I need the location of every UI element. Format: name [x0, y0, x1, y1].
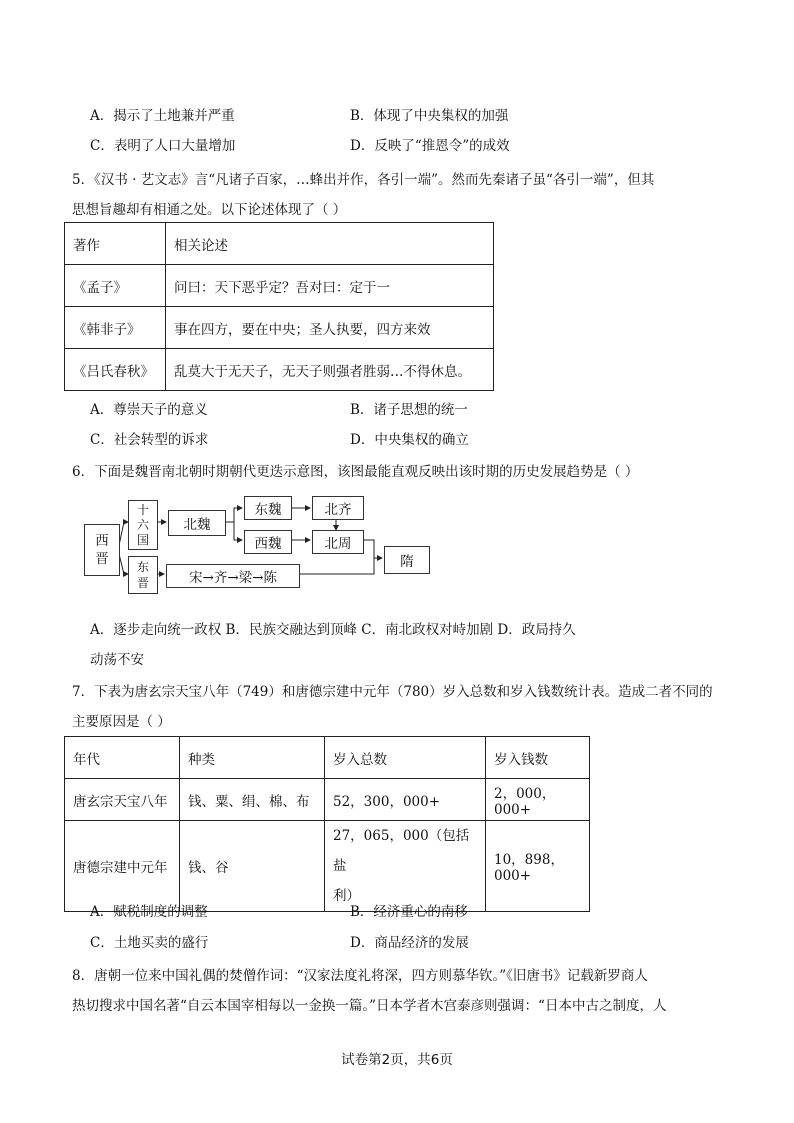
box-dongwei: 东魏	[244, 496, 292, 520]
q5-table-cell: 事在四方，要在中央；圣人执要，四方来效	[166, 307, 494, 349]
q4-option-a: A．揭示了土地兼并严重	[90, 108, 235, 124]
q6-options-line2: 动荡不安	[90, 652, 144, 668]
q5-option-a: A．尊崇天子的意义	[90, 402, 208, 418]
q7-table-cell: 钱、粟、绢、棉、布	[180, 779, 325, 821]
q7-table-cell: 唐德宗建中元年	[65, 821, 180, 912]
q4-option-c: C．表明了人口大量增加	[90, 138, 236, 154]
q5-table-header-content: 相关论述	[166, 223, 494, 265]
page-footer: 试卷第2页，共6页	[341, 1052, 453, 1068]
q5-table-header-work: 著作	[65, 223, 166, 265]
dynasty-diagram	[84, 494, 434, 598]
q5-option-b: B．诸子思想的统一	[350, 402, 468, 418]
q7-table-cell: 52，300，000+	[325, 779, 486, 821]
q7-stem-line2: 主要原因是（ ）	[72, 714, 171, 730]
q7-table-cell	[325, 821, 486, 912]
q7-option-c: C．土地买卖的盛行	[90, 935, 209, 951]
q7-total-line2: 利）	[333, 888, 360, 904]
q6-options-line1: A．逐步走向统一政权 B．民族交融达到顶峰 C．南北政权对峙加剧 D．政局持久	[90, 622, 576, 638]
q5-table-cell: 乱莫大于无天子，无天子则强者胜弱…不得休息。	[166, 349, 494, 391]
q4-option-d: D．反映了“推恩令”的成效	[350, 138, 510, 154]
q5-table-cell: 《孟子》	[65, 265, 166, 307]
box-beizhou: 北周	[312, 530, 364, 554]
q7-table-header: 年代	[65, 737, 180, 779]
q7-table-cell: 2，000，000+	[486, 779, 590, 821]
q7-table	[64, 736, 590, 912]
q7-total-line1: 27，065，000（包括盐	[333, 828, 470, 874]
q5-table-cell: 《韩非子》	[65, 307, 166, 349]
q4-option-b: B．体现了中央集权的加强	[350, 108, 509, 124]
q5-stem-line2: 思想旨趣却有相通之处。以下论述体现了（ ）	[72, 202, 347, 218]
q8-line2: 热切搜求中国名著“自云本国宰相每以一金换一篇。”日本学者木宫泰彦则强调：“日本中古之制度，人	[72, 998, 667, 1014]
q8-line1: 8．唐朝一位来中国礼偶的焚僧作词：“汉家法度礼将深，四方则慕华钦。”《旧唐书》记载新罗商人	[72, 968, 648, 984]
q5-option-c: C．社会转型的诉求	[90, 432, 209, 448]
box-xijin: 西 晋	[84, 524, 120, 576]
q6-stem: 6．下面是魏晋南北朝时期朝代更迭示意图，该图最能直观反映出该时期的历史发展趋势是（ ）	[72, 464, 639, 480]
q7-table-cell: 唐玄宗天宝八年	[65, 779, 180, 821]
q7-option-b: B．经济重心的南移	[350, 904, 468, 920]
q7-table-cell: 钱、谷	[180, 821, 325, 912]
box-sui: 隋	[384, 546, 430, 574]
q7-stem-line1: 7．下表为唐玄宗天宝八年（749）和唐德宗建中元年（780）岁入总数和岁入钱数统计表。造成二者不同的	[72, 684, 713, 700]
q5-stem-line1: 5．《汉书 · 艺文志》言“凡诸子百家，…蜂出并作，各引一端”。然而先秦诸子虽“各引一端”，但其	[72, 172, 655, 188]
q7-option-a: A．赋税制度的调整	[90, 904, 208, 920]
box-shiliuguo: 十 六 国	[128, 500, 158, 550]
box-beiqi: 北齐	[312, 496, 364, 520]
box-beiwei: 北魏	[168, 510, 226, 536]
q7-table-cell: 10，898，000+	[486, 821, 590, 912]
box-xiwei: 西魏	[244, 530, 292, 554]
box-southern-dynasties: 宋→齐→梁→陈	[166, 564, 300, 588]
q7-table-header: 种类	[180, 737, 325, 779]
q5-table-cell: 《吕氏春秋》	[65, 349, 166, 391]
q5-table-cell: 问曰：天下恶乎定？吾对曰：定于一	[166, 265, 494, 307]
q5-option-d: D．中央集权的确立	[350, 432, 469, 448]
q7-option-d: D．商品经济的发展	[350, 935, 469, 951]
box-dongjin: 东 晋	[128, 556, 158, 594]
q7-table-header: 岁入钱数	[486, 737, 590, 779]
q5-table	[64, 222, 494, 391]
q7-table-header: 岁入总数	[325, 737, 486, 779]
